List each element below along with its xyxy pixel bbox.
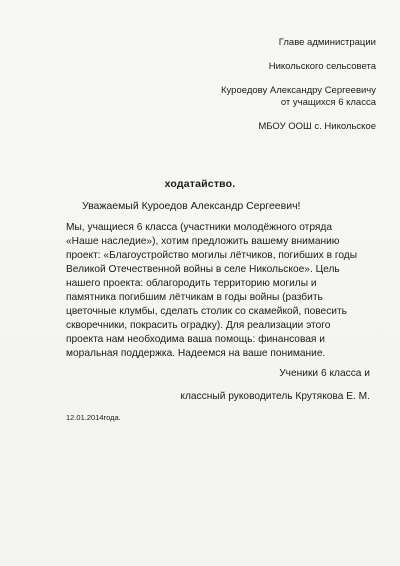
greeting: Уважаемый Куроедов Александр Сергеевич! bbox=[82, 200, 301, 212]
document-date: 12.01.2014года. bbox=[66, 413, 121, 422]
addressee-line-5: МБОУ ООШ с. Никольское bbox=[258, 121, 376, 132]
body-line: памятника погибшим лётчикам в годы войны (разбить bbox=[66, 292, 323, 303]
addressee-line-2: Никольского сельсовета bbox=[268, 61, 376, 72]
signature-line-1: Ученики 6 класса и bbox=[279, 368, 370, 379]
body-line: «Наше наследие»), хотим предложить вашему вниманию bbox=[66, 236, 340, 247]
addressee-line-3: Куроедову Александру Сергеевичу bbox=[221, 85, 376, 96]
body-line: нашего проекта: облагородить территорию могилы и bbox=[66, 278, 317, 289]
addressee-line-4: от учащихся 6 класса bbox=[280, 97, 376, 108]
body-line: проект: «Благоустройство могилы лётчиков, погибших в годы bbox=[66, 250, 358, 261]
document-title: ходатайство. bbox=[164, 178, 236, 190]
body-line: Мы, учащиеся 6 класса (участники молодёжного отряда bbox=[66, 222, 333, 233]
body-line: проекта нам необходима ваша помощь: финансовая и bbox=[66, 334, 325, 345]
signature-line-2: классный руководитель Крутякова Е. М. bbox=[180, 391, 370, 402]
body-line: моральная поддержка. Надеемся на ваше понимание. bbox=[66, 348, 326, 359]
body-line: скворечники, покрасить оградку). Для реализации этого bbox=[66, 320, 331, 331]
addressee-line-1: Главе администрации bbox=[278, 37, 376, 48]
body-line: цветочные клумбы, сделать столик со скамейкой, повесить bbox=[66, 306, 347, 317]
body-line: Великой Отечественной войны в селе Никольское». Цель bbox=[66, 264, 340, 275]
